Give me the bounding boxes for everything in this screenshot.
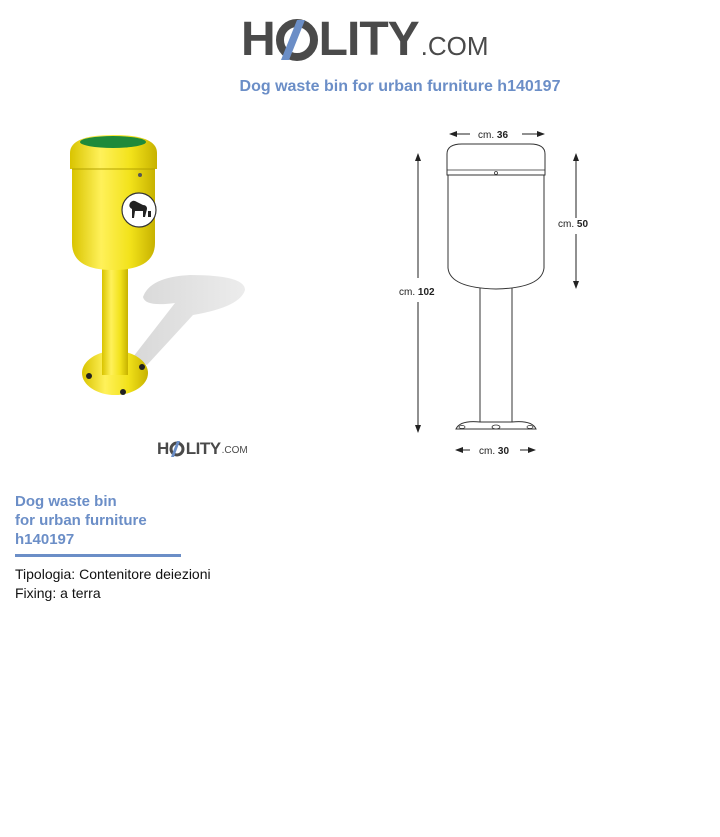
dim-height-total: cm. 102 xyxy=(399,287,435,298)
product-title-line: for urban furniture xyxy=(15,512,147,529)
brand-logo xyxy=(241,14,489,66)
technical-drawing xyxy=(390,118,610,463)
product-title xyxy=(15,492,215,549)
dog-pictogram-icon xyxy=(122,193,156,227)
spec-row-fixing: Fixing: a terra xyxy=(15,585,101,601)
spec-label: Fixing xyxy=(15,585,53,601)
small-brand-suffix: .COM xyxy=(221,445,248,456)
dim-height-body: cm. 50 xyxy=(558,219,589,230)
small-brand-wordmark xyxy=(157,439,221,459)
small-brand-letters-lity: LITY xyxy=(185,439,221,458)
spec-value: a terra xyxy=(60,585,101,601)
spec-label: Tipologia xyxy=(15,566,72,582)
dim-width-base: cm. 30 xyxy=(479,446,510,457)
small-logo-o-icon xyxy=(169,441,185,457)
small-brand-logo xyxy=(157,439,248,459)
document-title: Dog waste bin for urban furniture h140197 xyxy=(239,78,561,95)
brand-suffix: .COM xyxy=(420,31,489,61)
product-title-line: h140197 xyxy=(15,531,75,548)
product-specs xyxy=(15,565,211,603)
brand-letters-lity: LITY xyxy=(318,13,419,66)
small-brand-letter-h: H xyxy=(157,439,169,458)
spec-row-typology: Tipologia: Contenitore deiezioni xyxy=(15,566,211,582)
spec-value: Contenitore deiezioni xyxy=(79,566,211,582)
brand-wordmark xyxy=(241,14,419,66)
title-divider xyxy=(15,554,181,557)
product-title-line: Dog waste bin xyxy=(15,493,117,510)
product-photo xyxy=(55,125,265,415)
brand-letter-h: H xyxy=(241,13,275,66)
dim-width-top: cm. 36 xyxy=(478,130,509,141)
logo-o-icon xyxy=(276,18,318,62)
